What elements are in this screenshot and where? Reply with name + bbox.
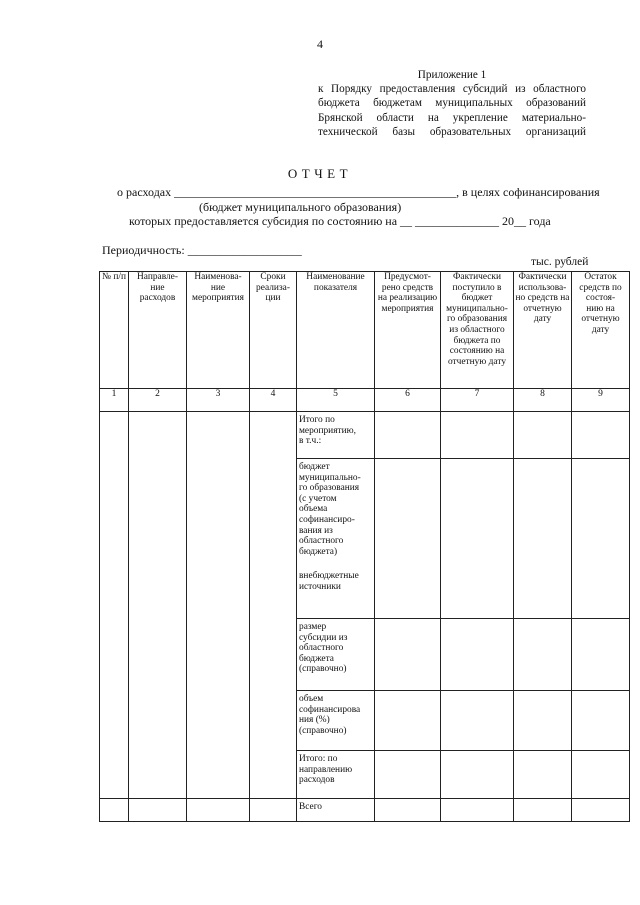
column-number: 3 xyxy=(187,389,250,412)
column-number: 8 xyxy=(514,389,572,412)
indicator-vnebudg-text: внебюджетные источники xyxy=(299,571,359,592)
empty-cell xyxy=(250,799,297,822)
empty-cell xyxy=(187,412,250,799)
empty-cell xyxy=(129,799,187,822)
column-number: 7 xyxy=(441,389,514,412)
header-cell: Остаток средств по состоя- нию на отчетную дату xyxy=(572,272,630,389)
periodicity-line xyxy=(102,243,302,258)
value-cell xyxy=(572,751,630,799)
value-cell xyxy=(375,799,441,822)
indicator-vsego: Всего xyxy=(297,799,375,822)
indicator-budget-mo-text: бюджет муниципально- го образования (с учетом объема софинансиро- вания из областного бюджета) xyxy=(299,462,361,557)
year-label: года xyxy=(529,214,551,228)
empty-cell xyxy=(250,412,297,799)
indicator-razmer: размер субсидии из областного бюджета (справочно) xyxy=(297,619,375,691)
value-cell xyxy=(572,799,630,822)
column-number-row xyxy=(100,389,630,412)
header-cell: Наименование показателя xyxy=(297,272,375,389)
empty-cell xyxy=(129,412,187,799)
appendix-line: к Порядку предоставления субсидий из областного xyxy=(318,83,586,96)
value-cell xyxy=(375,691,441,751)
indicator-itogo-napr: Итого: по направлению расходов xyxy=(297,751,375,799)
value-cell xyxy=(572,412,630,459)
empty-cell xyxy=(100,799,129,822)
periodicity-label: Периодичность: xyxy=(102,243,185,257)
value-cell xyxy=(441,691,514,751)
value-cell xyxy=(375,412,441,459)
appendix-line: Брянской области на укрепление материально- xyxy=(318,111,586,124)
header-cell: Фактически использова- но средств на отчетную дату xyxy=(514,272,572,389)
header-cell: Наименова- ние мероприятия xyxy=(187,272,250,389)
expenses-label: о расходах xyxy=(117,185,172,199)
appendix-line: бюджета бюджетам муниципальных образований xyxy=(318,97,586,110)
month-blank: ______________ xyxy=(415,214,500,228)
empty-cell xyxy=(100,412,129,799)
value-cell xyxy=(514,799,572,822)
periodicity-blank: ___________________ xyxy=(187,243,302,257)
value-cell xyxy=(375,459,441,619)
header-cell: Направле- ние расходов xyxy=(129,272,187,389)
value-cell xyxy=(514,412,572,459)
value-cell xyxy=(572,619,630,691)
value-cell xyxy=(375,751,441,799)
value-cell xyxy=(441,459,514,619)
value-cell xyxy=(375,619,441,691)
day-blank: __ xyxy=(400,214,413,228)
table-row xyxy=(100,412,630,459)
value-cell xyxy=(441,751,514,799)
indicator-budget-mo xyxy=(297,459,375,619)
column-number: 4 xyxy=(250,389,297,412)
table-row xyxy=(100,799,630,822)
empty-cell xyxy=(187,799,250,822)
value-cell xyxy=(514,691,572,751)
page-number: 4 xyxy=(317,37,323,51)
value-cell xyxy=(514,459,572,619)
value-cell xyxy=(441,619,514,691)
value-cell xyxy=(514,619,572,691)
report-title: ОТЧЕТ xyxy=(287,166,353,181)
header-cell: № п/п xyxy=(100,272,129,389)
column-number: 9 xyxy=(572,389,630,412)
value-cell xyxy=(572,691,630,751)
value-cell xyxy=(441,412,514,459)
year-blank: 20__ xyxy=(502,214,527,228)
budget-blank: _______________________________________________ xyxy=(174,185,457,199)
cofinancing-label: , в целях софинансирования xyxy=(456,185,600,199)
unit-label: тыс. рублей xyxy=(531,256,589,268)
header-cell: Предусмот- рено средств на реализацию мероприятия xyxy=(375,272,441,389)
report-table xyxy=(99,271,630,822)
value-cell xyxy=(441,799,514,822)
report-line-3 xyxy=(129,214,551,229)
column-number: 2 xyxy=(129,389,187,412)
budget-caption: (бюджет муниципального образования) xyxy=(199,200,402,214)
header-cell: Сроки реализа- ции xyxy=(250,272,297,389)
column-number: 6 xyxy=(375,389,441,412)
value-cell xyxy=(572,459,630,619)
indicator-itogo-meropr: Итого по мероприятию, в т.ч.: xyxy=(297,412,375,459)
column-number: 1 xyxy=(100,389,129,412)
value-cell xyxy=(514,751,572,799)
report-line-1 xyxy=(117,185,600,200)
appendix-block xyxy=(318,68,586,139)
subsidy-date-label: которых предоставляется субсидия по состоянию на xyxy=(129,214,398,228)
appendix-line: технической базы образовательных организаций xyxy=(318,125,586,138)
indicator-obem: объем софинансирова ния (%) (справочно) xyxy=(297,691,375,751)
header-row xyxy=(100,272,630,389)
header-cell: Фактически поступило в бюджет муниципально- го образования из областного бюджета по состоянию на отчетную дату xyxy=(441,272,514,389)
column-number: 5 xyxy=(297,389,375,412)
appendix-title: Приложение 1 xyxy=(417,69,487,81)
